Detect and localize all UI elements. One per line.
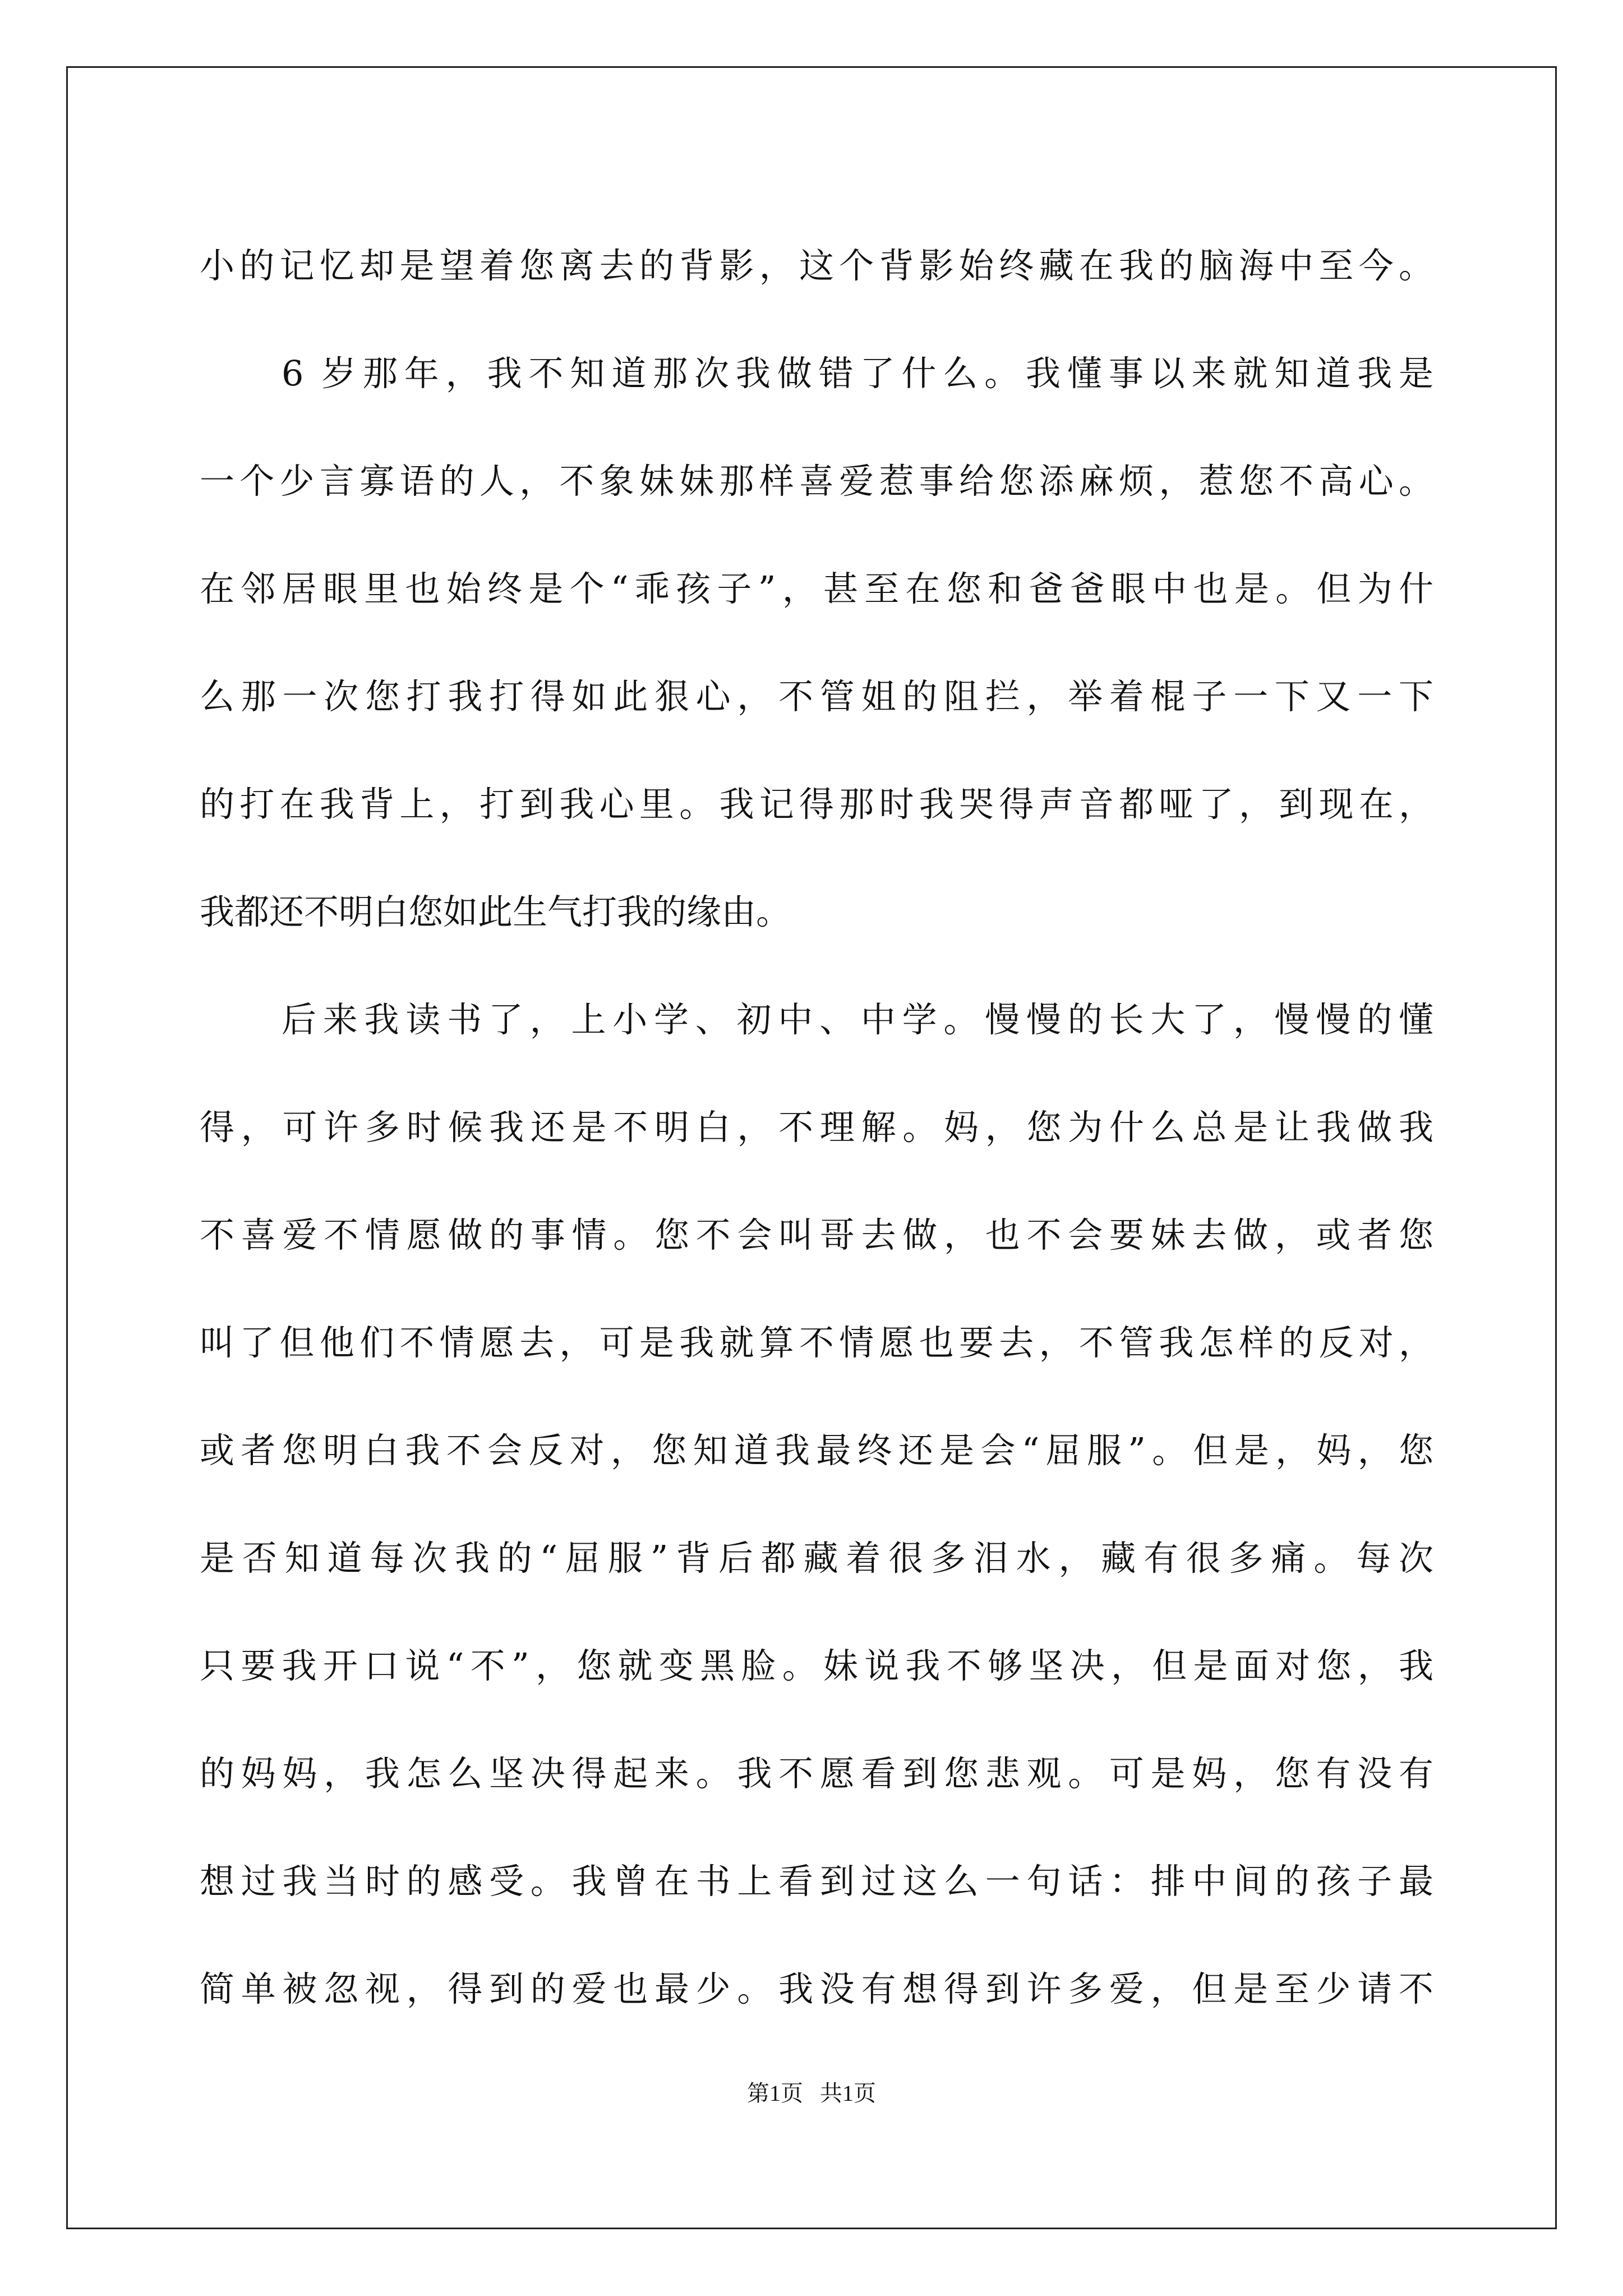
- text-line: 的妈妈，我怎么坚决得起来。我不愿看到您悲观。可是妈，您有没有: [200, 1753, 1433, 1794]
- text-line: 6 岁那年，我不知道那次我做错了什么。我懂事以来就知道我是: [282, 353, 1433, 394]
- text-line: 得，可许多时候我还是不明白，不理解。妈，您为什么总是让我做我: [200, 1107, 1433, 1148]
- text-line: 简单被忽视，得到的爱也最少。我没有想得到许多爱，但是至少请不: [200, 1968, 1433, 2009]
- text-line: 叫了但他们不情愿去，可是我就算不情愿也要去，不管我怎样的反对，: [200, 1322, 1433, 1363]
- text-line: 是否知道每次我的“屈服”背后都藏着很多泪水，藏有很多痛。每次: [200, 1538, 1433, 1579]
- text-line: 只要我开口说“不”，您就变黑脸。妹说我不够坚决，但是面对您，我: [200, 1645, 1433, 1686]
- page-footer: 第1页 共1页: [747, 2081, 876, 2106]
- text-line: 的打在我背上，打到我心里。我记得那时我哭得声音都哑了，到现在，: [200, 784, 1433, 825]
- text-line: 一个少言寡语的人，不象妹妹那样喜爱惹事给您添麻烦，惹您不高心。: [200, 461, 1433, 501]
- text-line: 不喜爱不情愿做的事情。您不会叫哥去做，也不会要妹去做，或者您: [200, 1214, 1433, 1255]
- text-line: 或者您明白我不会反对，您知道我最终还是会“屈服”。但是，妈，您: [200, 1430, 1433, 1471]
- text-line: 在邻居眼里也始终是个“乖孩子”，甚至在您和爸爸眼中也是。但为什: [200, 568, 1433, 609]
- text-line: 么那一次您打我打得如此狠心，不管姐的阻拦，举着棍子一下又一下: [200, 676, 1433, 717]
- document-body: [200, 212, 1433, 2043]
- text-line: 后来我读书了，上小学、初中、中学。慢慢的长大了，慢慢的懂: [282, 999, 1433, 1040]
- text-line: 我都还不明白您如此生气打我的缘由。: [200, 891, 791, 932]
- text-line: 想过我当时的感受。我曾在书上看到过这么一句话：排中间的孩子最: [200, 1861, 1433, 1902]
- text-line: 小的记忆却是望着您离去的背影，这个背影始终藏在我的脑海中至今。: [200, 245, 1433, 286]
